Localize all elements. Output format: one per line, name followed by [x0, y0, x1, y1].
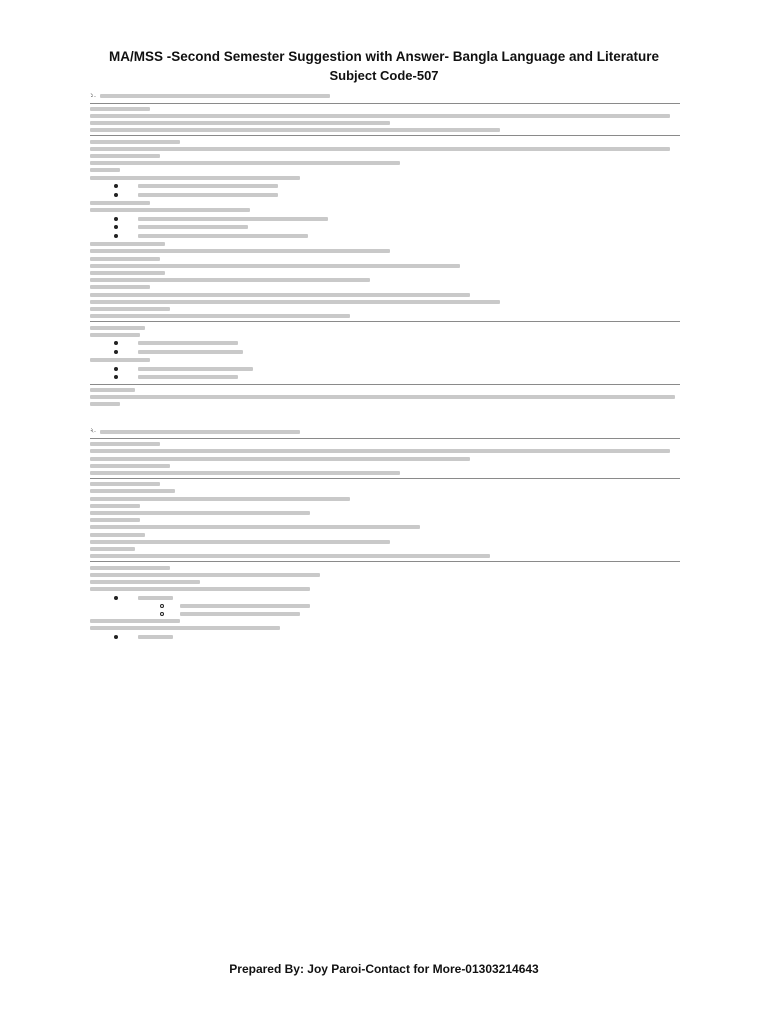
section-features [90, 140, 680, 319]
list-item [114, 375, 680, 379]
document-body [90, 92, 680, 643]
list-item [114, 350, 680, 354]
document-title: MA/MSS -Second Semester Suggestion with Answer- Bangla Language and Literature [108, 49, 660, 64]
section-lyric-features [90, 482, 680, 558]
list-item [114, 596, 680, 600]
subject-code: Subject Code-507 [329, 68, 439, 83]
document-header [0, 48, 768, 85]
divider [90, 135, 680, 136]
divider [90, 438, 680, 439]
document-footer: Prepared By: Joy Paroi-Contact for More-01303214643 [229, 962, 539, 976]
list-item [114, 225, 680, 229]
divider [90, 561, 680, 562]
section-conclusion [90, 388, 680, 406]
list-item [114, 367, 680, 371]
sub-list-item [160, 612, 680, 616]
list-item [114, 217, 680, 221]
list-item [114, 184, 680, 188]
question-1-heading [90, 92, 680, 101]
section-definition [90, 107, 680, 133]
sub-list-item [160, 604, 680, 608]
list-item [114, 234, 680, 238]
question-2-number: ২. [90, 427, 96, 435]
divider [90, 321, 680, 322]
divider [90, 478, 680, 479]
divider [90, 384, 680, 385]
section-examples [90, 326, 680, 380]
question-1-number: ১. [90, 92, 96, 99]
question-2-heading [90, 427, 680, 436]
list-item [114, 635, 680, 639]
list-item [114, 341, 680, 345]
list-item [114, 193, 680, 197]
section-lyric-classification [90, 566, 680, 639]
section-lyric-definition [90, 442, 680, 475]
divider [90, 103, 680, 104]
